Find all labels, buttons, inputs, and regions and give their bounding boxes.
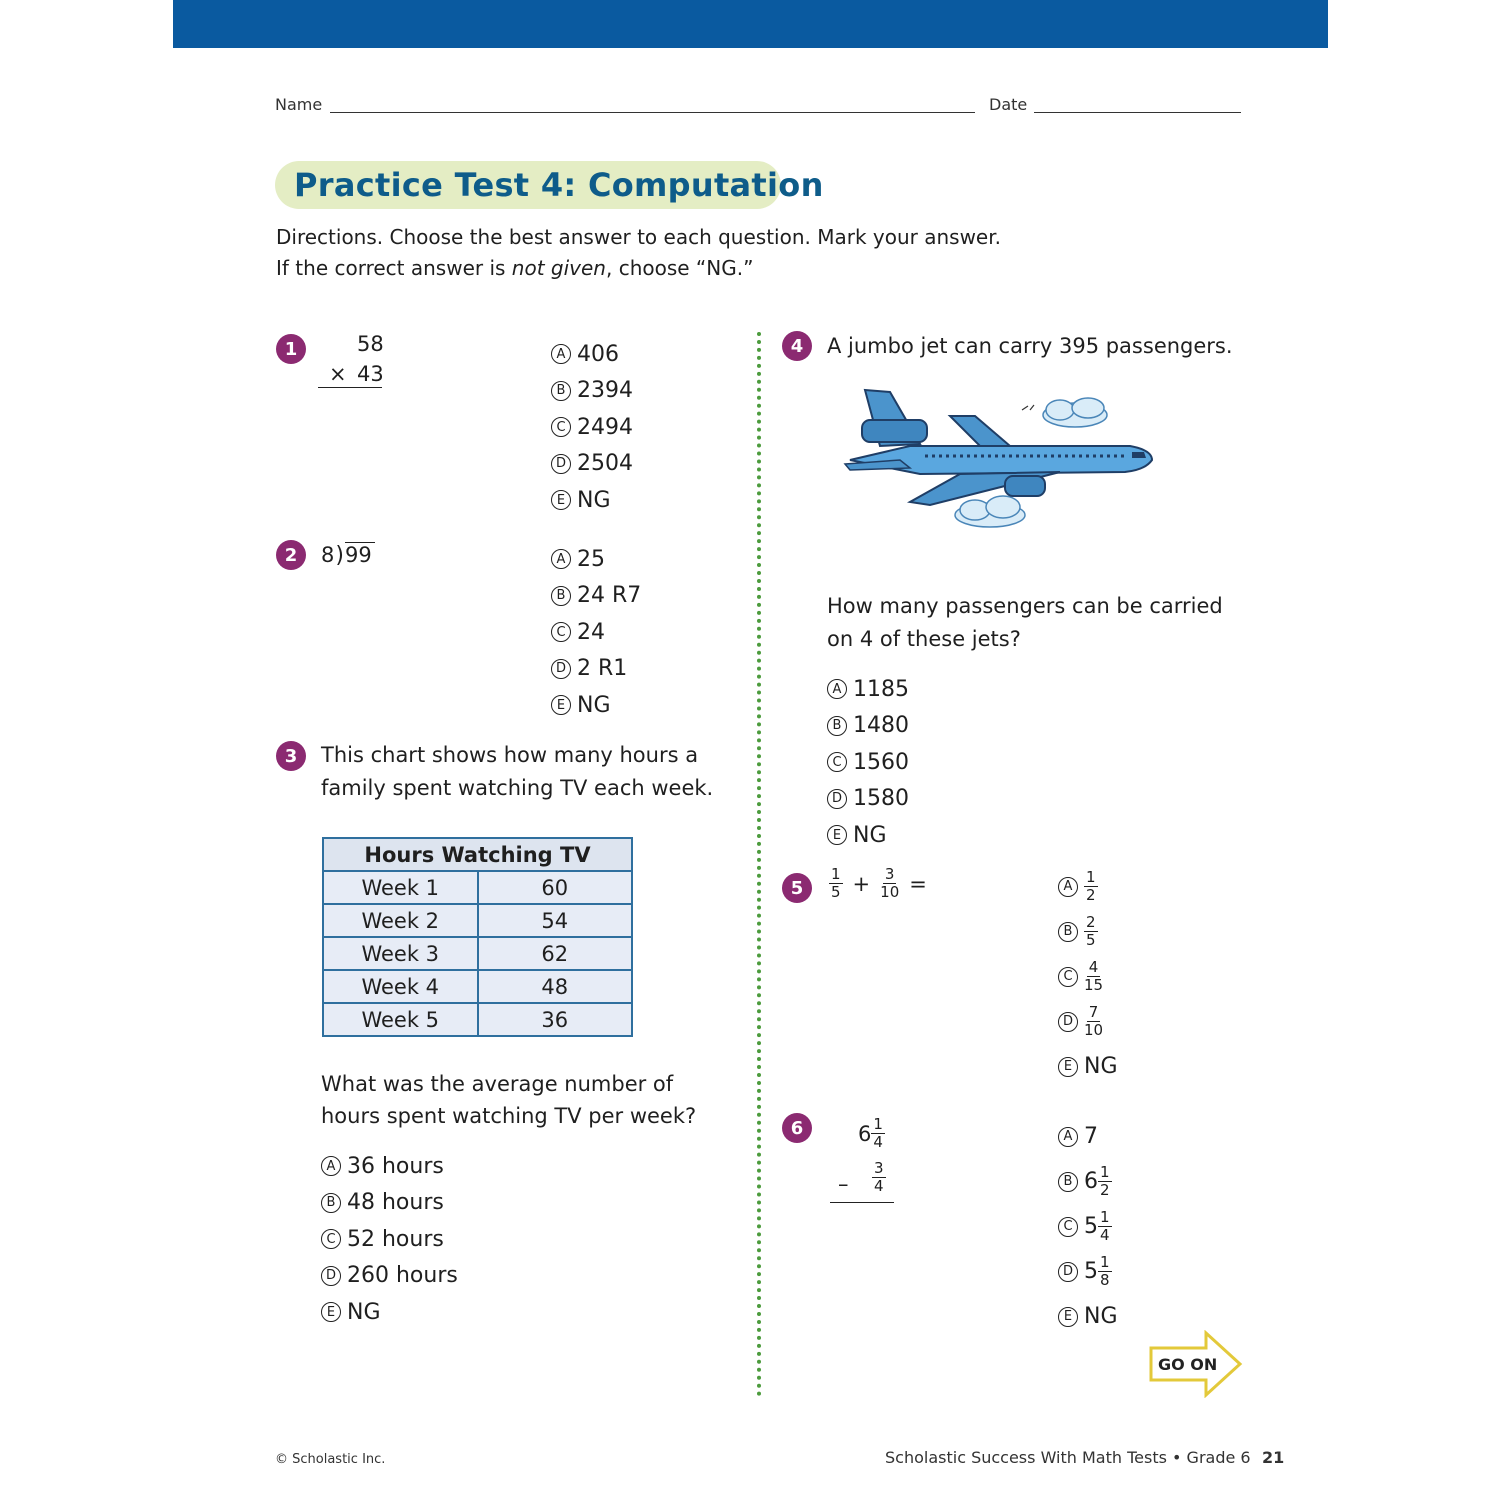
answer-bubble[interactable]: C [827, 752, 847, 772]
q5-expression: $\frac{1}{5}$ + $\frac{3}{10}$ = [831, 865, 927, 901]
q4-options [827, 671, 909, 854]
answer-bubble[interactable]: B [1058, 1172, 1078, 1192]
q3-options [321, 1148, 458, 1331]
answer-bubble[interactable]: B [1058, 922, 1078, 942]
q3-question-line-2: hours spent watching TV per week? [321, 1104, 697, 1128]
answer-bubble[interactable]: C [551, 622, 571, 642]
q3-line-2: family spent watching TV each week. [321, 776, 714, 800]
date-field-line[interactable] [1034, 112, 1241, 113]
answer-bubble[interactable]: D [551, 659, 571, 679]
answer-option[interactable]: D $\frac{7}{10}$ [1058, 999, 1118, 1044]
table-row: Week 3 62 [323, 937, 632, 970]
answer-option[interactable]: B $\frac{2}{5}$ [1058, 909, 1118, 954]
answer-option[interactable]: B 2394 [551, 373, 633, 410]
top-color-bar [173, 0, 1328, 48]
answer-bubble[interactable]: E [1058, 1057, 1078, 1077]
q1-top-number: 58 [357, 332, 384, 356]
directions-line-1: Directions. Choose the best answer to each question. Mark your answer. [276, 225, 1001, 249]
fraction: $\frac{1}{4}$ [873, 1115, 883, 1151]
q6-answer-line [830, 1202, 894, 1203]
answer-option[interactable]: E NG [551, 482, 633, 519]
q5-options [1058, 864, 1118, 1089]
fraction: $\frac{3}{10}$ [880, 865, 900, 901]
table-row: Week 5 36 [323, 1003, 632, 1036]
answer-bubble[interactable]: A [827, 679, 847, 699]
answer-bubble[interactable]: E [321, 1302, 341, 1322]
q3-line-1: This chart shows how many hours a [321, 743, 699, 767]
q6-operator: – [838, 1172, 849, 1196]
answer-option[interactable]: D 1580 [827, 781, 909, 818]
q6-subtrahend [872, 1160, 886, 1195]
answer-option[interactable]: A 7 [1058, 1114, 1118, 1159]
question-number-badge: 1 [276, 334, 306, 364]
q1-answer-line [318, 387, 382, 388]
q2-dividend: 99 [345, 542, 375, 567]
answer-bubble[interactable]: E [1058, 1307, 1078, 1327]
answer-option[interactable]: E NG [827, 817, 909, 854]
table-header: Hours Watching TV [323, 838, 632, 871]
question-number-badge: 6 [782, 1113, 812, 1143]
answer-option[interactable]: D 2504 [551, 446, 633, 483]
answer-bubble[interactable]: E [551, 695, 571, 715]
answer-option[interactable]: C 24 [551, 614, 641, 651]
question-number-badge: 5 [782, 873, 812, 903]
name-field-line[interactable] [330, 112, 975, 113]
answer-bubble[interactable]: D [321, 1266, 341, 1286]
answer-option[interactable]: E NG [1058, 1294, 1118, 1339]
answer-option[interactable]: D 260 hours [321, 1258, 458, 1295]
q1-operator: × [329, 362, 347, 386]
answer-bubble[interactable]: E [827, 825, 847, 845]
table-row: Week 2 54 [323, 904, 632, 937]
answer-bubble[interactable]: A [551, 344, 571, 364]
answer-bubble[interactable]: D [1058, 1262, 1078, 1282]
answer-bubble[interactable]: A [551, 549, 571, 569]
jumbo-jet-illustration [840, 380, 1160, 545]
q2-options [551, 541, 641, 724]
division-bracket-icon: ) [335, 543, 344, 568]
date-label: Date [989, 95, 1028, 114]
answer-bubble[interactable]: C [1058, 1217, 1078, 1237]
column-divider [757, 332, 761, 1397]
answer-option[interactable]: E NG [1058, 1044, 1118, 1089]
q4-statement: A jumbo jet can carry 395 passengers. [827, 334, 1233, 358]
answer-bubble[interactable]: B [551, 381, 571, 401]
question-number-badge: 2 [276, 540, 306, 570]
table-row: Week 1 60 [323, 871, 632, 904]
answer-option[interactable]: A $\frac{1}{2}$ [1058, 864, 1118, 909]
q2-divisor: 8 [321, 543, 335, 567]
page-number: 21 [1262, 1448, 1285, 1467]
fraction: $\frac{1}{5}$ [831, 865, 841, 901]
q6-options [1058, 1114, 1118, 1339]
q6-minuend: 6 $\frac{1}{4}$ [858, 1115, 883, 1151]
answer-bubble[interactable]: A [1058, 877, 1078, 897]
copyright: © Scholastic Inc. [275, 1452, 386, 1467]
table-row: Week 4 48 [323, 970, 632, 1003]
page-title: Practice Test 4: Computation [294, 166, 824, 204]
answer-option[interactable]: B 24 R7 [551, 578, 641, 615]
go-on-label[interactable]: GO ON [1158, 1355, 1218, 1374]
answer-option[interactable]: E NG [321, 1294, 458, 1331]
answer-bubble[interactable]: B [827, 716, 847, 736]
answer-bubble[interactable]: A [1058, 1127, 1078, 1147]
answer-option[interactable]: D 5 $\frac{1}{8}$ [1058, 1249, 1118, 1294]
answer-option[interactable]: B 48 hours [321, 1185, 458, 1222]
answer-option[interactable]: C $\frac{4}{15}$ [1058, 954, 1118, 999]
q2-long-division [321, 542, 375, 567]
book-title: Scholastic Success With Math Tests • Grade 6 [885, 1448, 1251, 1467]
answer-bubble[interactable]: C [551, 417, 571, 437]
answer-option[interactable]: C 52 hours [321, 1221, 458, 1258]
q3-question-line-1: What was the average number of [321, 1072, 674, 1096]
answer-option[interactable]: A 1185 [827, 671, 909, 708]
answer-bubble[interactable]: B [321, 1193, 341, 1213]
answer-bubble[interactable]: A [321, 1156, 341, 1176]
answer-option[interactable]: C 2494 [551, 409, 633, 446]
answer-option[interactable]: A 36 hours [321, 1148, 458, 1185]
name-label: Name [275, 95, 323, 114]
answer-option[interactable]: C 1560 [827, 744, 909, 781]
q1-bottom-number: 43 [357, 362, 384, 386]
answer-bubble[interactable]: D [1058, 1012, 1078, 1032]
answer-option[interactable]: B 1480 [827, 708, 909, 745]
answer-option[interactable]: A 406 [551, 336, 633, 373]
answer-option[interactable]: A 25 [551, 541, 641, 578]
directions-line-2: If the correct answer is not given, choose “NG.” [276, 256, 754, 280]
answer-bubble[interactable]: D [827, 789, 847, 809]
question-number-badge: 4 [782, 331, 812, 361]
answer-bubble[interactable]: D [551, 454, 571, 474]
answer-option[interactable]: D 2 R1 [551, 651, 641, 688]
answer-bubble[interactable]: E [551, 490, 571, 510]
answer-bubble[interactable]: B [551, 586, 571, 606]
answer-option[interactable]: E NG [551, 687, 641, 724]
answer-option[interactable]: C 5 $\frac{1}{4}$ [1058, 1204, 1118, 1249]
answer-option[interactable]: B 6 $\frac{1}{2}$ [1058, 1159, 1118, 1204]
hours-table [322, 837, 633, 1037]
fraction: $\frac{3}{4}$ [874, 1159, 884, 1195]
q4-question-line-1: How many passengers can be carried [827, 594, 1223, 618]
q4-question-line-2: on 4 of these jets? [827, 627, 1021, 651]
q1-options [551, 336, 633, 519]
answer-bubble[interactable]: C [321, 1229, 341, 1249]
question-number-badge: 3 [276, 741, 306, 771]
answer-bubble[interactable]: C [1058, 967, 1078, 987]
